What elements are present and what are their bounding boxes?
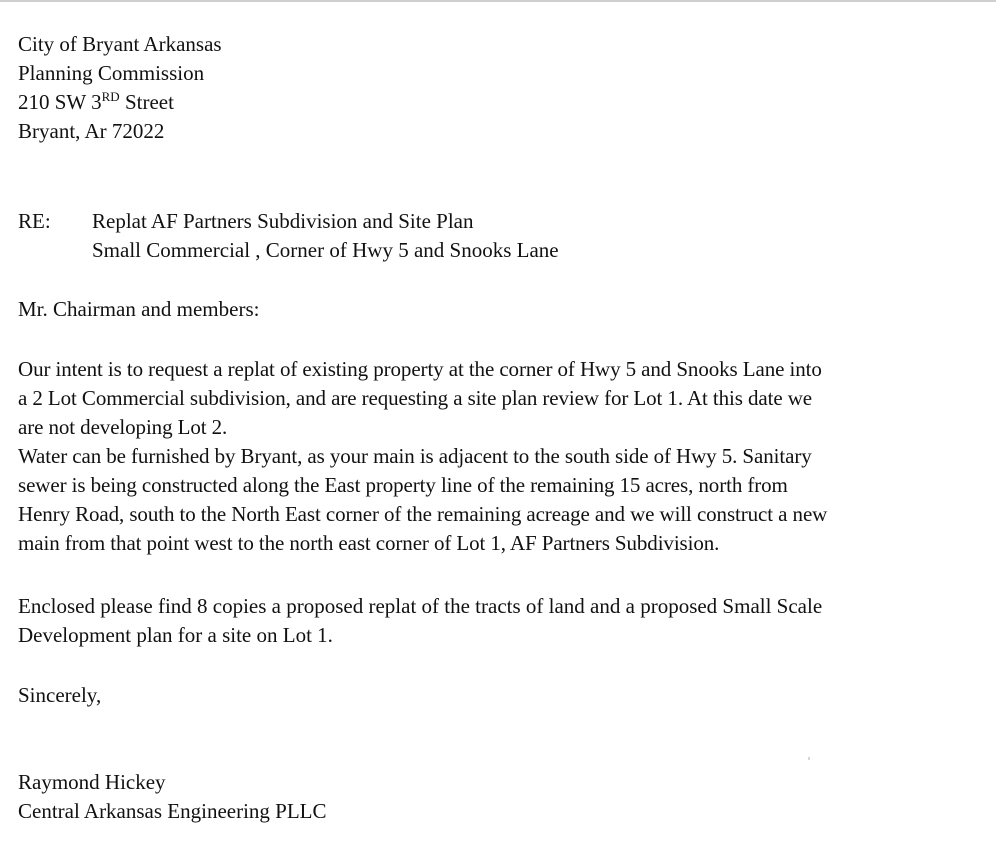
body-line: Henry Road, south to the North East corner of the remaining acreage and we will construct a new xyxy=(18,502,828,526)
re-line-1: Replat AF Partners Subdivision and Site Plan xyxy=(92,209,474,233)
subject-reference xyxy=(18,207,559,265)
street-number: 210 SW 3 xyxy=(18,90,102,114)
street-suffix: Street xyxy=(119,90,174,114)
signer-company: Central Arkansas Engineering PLLC xyxy=(18,799,327,823)
signature-block xyxy=(18,768,327,826)
page-top-edge xyxy=(0,0,996,2)
body-line: are not developing Lot 2. xyxy=(18,415,228,439)
re-line-2: Small Commercial , Corner of Hwy 5 and Snooks Lane xyxy=(92,238,559,262)
body-line: Our intent is to request a replat of existing property at the corner of Hwy 5 and Snooks Lane into xyxy=(18,357,822,381)
address-line-city-state-zip: Bryant, Ar 72022 xyxy=(18,119,165,143)
enclosure-line: Development plan for a site on Lot 1. xyxy=(18,623,333,647)
body-line: a 2 Lot Commercial subdivision, and are requesting a site plan review for Lot 1. At this date we xyxy=(18,386,813,410)
closing: Sincerely, xyxy=(18,683,102,707)
address-line-city: City of Bryant Arkansas xyxy=(18,32,222,56)
street-ordinal-superscript: RD xyxy=(101,89,120,104)
enclosure-paragraph xyxy=(18,592,822,650)
re-label: RE: xyxy=(18,209,51,233)
salutation: Mr. Chairman and members: xyxy=(18,297,260,321)
body-paragraph xyxy=(18,355,993,558)
signer-name: Raymond Hickey xyxy=(18,770,166,794)
scan-speck xyxy=(808,757,810,760)
enclosure-line: Enclosed please find 8 copies a proposed replat of the tracts of land and a proposed Small Scale xyxy=(18,594,823,618)
body-line: sewer is being constructed along the East property line of the remaining 15 acres, north from xyxy=(18,473,788,497)
body-line: Water can be furnished by Bryant, as your main is adjacent to the south side of Hwy 5. Sanitary xyxy=(18,444,812,468)
address-line-street xyxy=(18,88,222,117)
address-line-department: Planning Commission xyxy=(18,61,205,85)
recipient-address xyxy=(18,30,222,146)
body-line: main from that point west to the north east corner of Lot 1, AF Partners Subdivision. xyxy=(18,531,720,555)
